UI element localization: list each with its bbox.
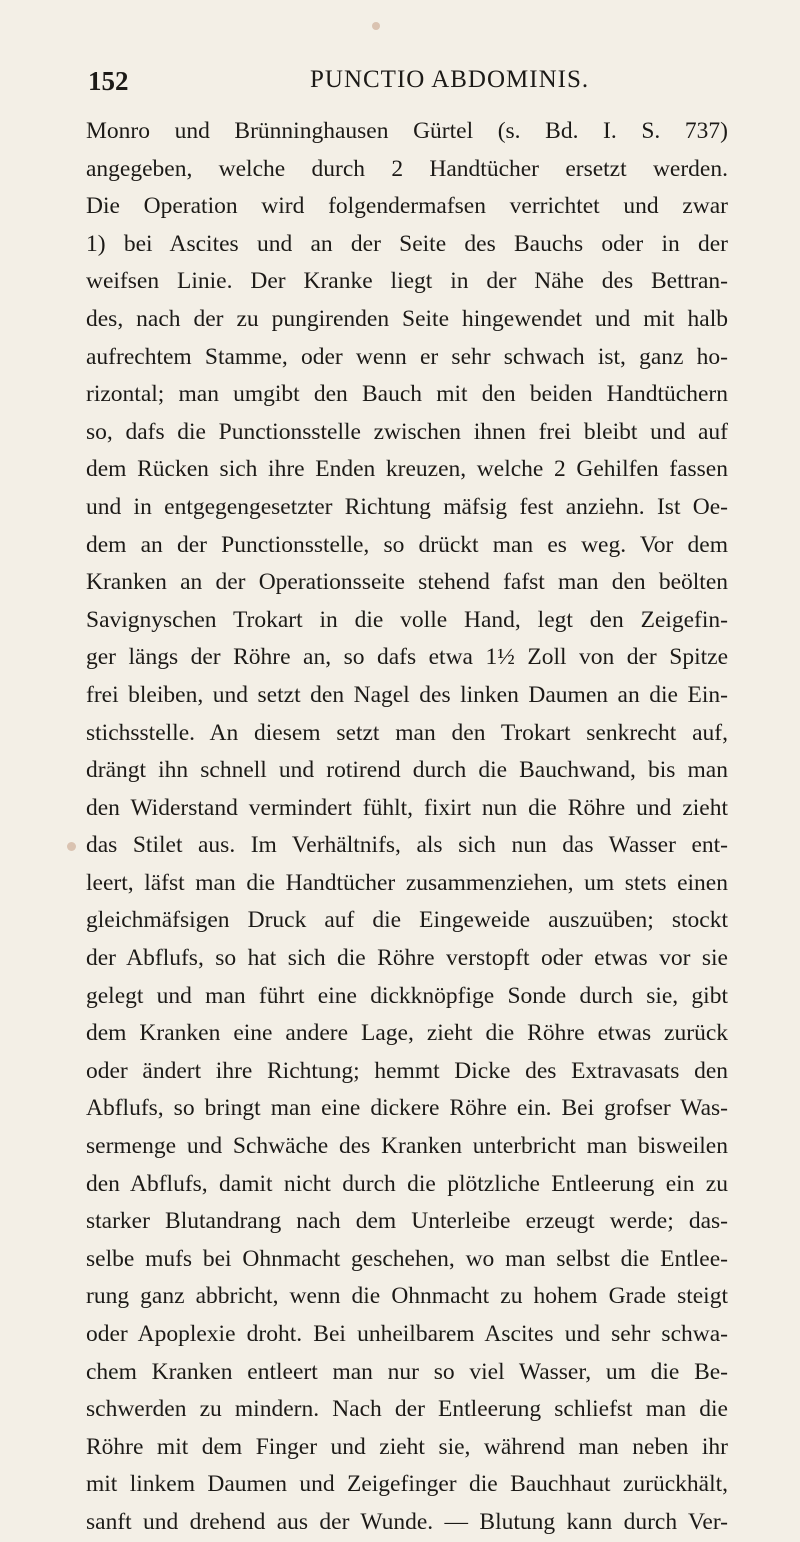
text-line: oder Apoplexie droht. Bei unheilbarem Ascites und sehr schwa-	[86, 1321, 728, 1347]
text-line: Kranken an der Operationsseite stehend fafst man den beölten	[86, 569, 728, 596]
text-line: mit linkem Daumen und Zeigefinger die Bauchhaut zurückhält,	[86, 1471, 728, 1498]
body-text	[86, 113, 728, 1542]
text-line: des, nach der zu pungirenden Seite hingewendet und mit halb	[86, 305, 728, 332]
text-line: rizontal; man umgibt den Bauch mit den beiden Handtüchern	[86, 381, 728, 408]
text-line: aufrechtem Stamme, oder wenn er sehr schwach ist, ganz ho-	[86, 343, 728, 370]
text-line: dem an der Punctionsstelle, so drückt man es weg. Vor dem	[86, 531, 728, 558]
foxing-spot	[67, 842, 76, 851]
text-line: 1) bei Ascites und an der Seite des Bauchs oder in der	[86, 230, 728, 257]
text-line: Abflufs, so bringt man eine dickere Röhre ein. Bei grofser Was-	[86, 1095, 728, 1122]
text-line: frei bleiben, und setzt den Nagel des linken Daumen an die Ein-	[86, 681, 728, 708]
text-line: den Widerstand vermindert fühlt, fixirt nun die Röhre und zieht	[86, 794, 728, 821]
text-line: angegeben, welche durch 2 Handtücher ersetzt werden.	[86, 155, 728, 182]
text-line: ger längs der Röhre an, so dafs etwa 1½ Zoll von der Spitze	[86, 644, 728, 671]
text-line: leert, läfst man die Handtücher zusammenziehen, um stets einen	[86, 869, 728, 896]
text-line: und in entgegengesetzter Richtung mäfsig fest anziehn. Ist Oe-	[86, 493, 728, 520]
text-line: den Abflufs, damit nicht durch die plötzliche Entleerung ein zu	[86, 1170, 728, 1197]
text-line: so, dafs die Punctionsstelle zwischen ihnen frei bleibt und auf	[86, 418, 728, 445]
text-line: stichsstelle. An diesem setzt man den Trokart senkrecht auf,	[86, 719, 728, 746]
text-line: schwerden zu mindern. Nach der Entleerung schliefst man die	[86, 1396, 728, 1423]
text-line: Die Operation wird folgendermafsen verrichtet und zwar	[86, 193, 728, 220]
text-line: dem Kranken eine andere Lage, zieht die Röhre etwas zurück	[86, 1020, 728, 1047]
text-line: starker Blutandrang nach dem Unterleibe erzeugt werde; das-	[86, 1208, 728, 1235]
text-line: gelegt und man führt eine dickknöpfige Sonde durch sie, gibt	[86, 982, 728, 1009]
text-line: selbe mufs bei Ohnmacht geschehen, wo man selbst die Entlee-	[86, 1245, 728, 1272]
text-line: dem Rücken sich ihre Enden kreuzen, welche 2 Gehilfen fassen	[86, 456, 728, 483]
text-line: das Stilet aus. Im Verhältnifs, als sich nun das Wasser ent-	[86, 832, 728, 859]
running-head: PUNCTIO ABDOMINIS.	[310, 66, 590, 93]
text-line: rung ganz abbricht, wenn die Ohnmacht zu hohem Grade steigt	[86, 1283, 728, 1310]
page-number: 152	[88, 66, 129, 96]
text-line: Röhre mit dem Finger und zieht sie, während man neben ihr	[86, 1433, 728, 1460]
text-line: sermenge und Schwäche des Kranken unterbricht man bisweilen	[86, 1133, 728, 1160]
text-line: drängt ihn schnell und rotirend durch die Bauchwand, bis man	[86, 757, 728, 784]
text-line: weifsen Linie. Der Kranke liegt in der Nähe des Bettran-	[86, 268, 728, 295]
text-line: der Abflufs, so hat sich die Röhre verstopft oder etwas vor sie	[86, 945, 728, 972]
foxing-spot	[372, 22, 380, 30]
text-line: sanft und drehend aus der Wunde. — Blutung kann durch Ver-	[86, 1508, 728, 1535]
text-line: gleichmäfsigen Druck auf die Eingeweide auszuüben; stockt	[86, 907, 728, 934]
text-line: chem Kranken entleert man nur so viel Wasser, um die Be-	[86, 1358, 728, 1385]
text-line: Monro und Brünninghausen Gürtel (s. Bd. I. S. 737)	[86, 118, 728, 144]
text-line: Savignyschen Trokart in die volle Hand, legt den Zeigefin-	[86, 606, 728, 633]
text-line: oder ändert ihre Richtung; hemmt Dicke des Extravasats den	[86, 1057, 728, 1084]
page-header	[88, 66, 728, 106]
